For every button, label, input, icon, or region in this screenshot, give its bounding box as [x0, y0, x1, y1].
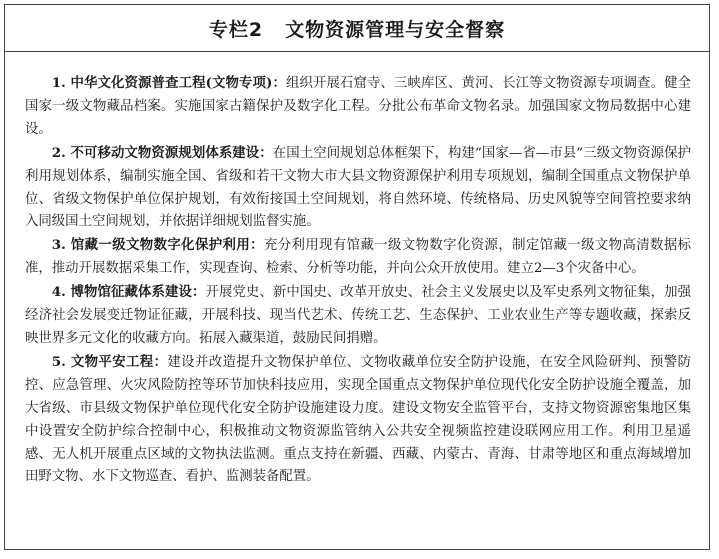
item-body: 在国土空间规划总体框架下，构建“国家—省—市县”三级文物资源保护利用规划体系，编制实施全国、省级和若干文物大市大县文物资源保护利用专项规划，编制全国重点文物保护单位、省级文物保护单位保护规划，有效衔接国土空间规划，将自然环境、传统格局、历史风貌等空间管控要求纳入同级国土空间规划，并依据详细规划监督实施。	[25, 145, 691, 230]
item-body: 组织开展石窟寺、三峡库区、黄河、长江等文物资源专项调查。健全国家一级文物藏品档案。实施国家古籍保护及数字化工程。分批公布革命文物名录。加强国家文物局数据中心建设。	[25, 76, 692, 137]
item-paragraph	[25, 142, 691, 235]
item-paragraph	[25, 72, 691, 142]
item-heading: 2. 不可移动文物资源规划体系建设：	[51, 144, 273, 161]
item-heading: 4. 博物馆征藏体系建设：	[51, 284, 206, 301]
item-heading: 3. 馆藏一级文物数字化保护利用：	[51, 237, 264, 254]
column-title: 文物资源管理与安全督察	[285, 18, 506, 41]
item-heading: 5. 文物平安工程：	[51, 353, 168, 370]
item-paragraph	[25, 234, 691, 281]
column-header	[5, 5, 709, 52]
item-body: 开展党史、新中国史、改革开放史、社会主义发展史以及军史系列文物征集，加强经济社会发展变迁物证征藏，开展科技、现当代艺术、传统工艺、生态保护、工业农业生产等专题收藏，探索反映世界多元文化的收藏方向。拓展入藏渠道，鼓励民间捐赠。	[25, 285, 692, 346]
item-body: 充分利用现有馆藏一级文物数字化资源，制定馆藏一级文物高清数据标准，推动开展数据采集工作，实现查询、检索、分析等功能，并向公众开放使用。建立2—3个灾备中心。	[25, 238, 692, 277]
item-paragraph	[25, 351, 691, 489]
column-number: 专栏2	[208, 18, 264, 41]
column-box	[4, 4, 710, 550]
item-paragraph	[25, 281, 691, 351]
column-content	[5, 52, 709, 489]
item-body: 建设并改造提升文物保护单位、文物收藏单位安全防护设施，在安全风险研判、预警防控、应急管理、火灾风险防控等环节加快科技应用，实现全国重点文物保护单位现代化安全防护设施全覆盖，加大省级、市县级文物保护单位现代化安全防护设施建设力度。建设文物安全监管平台，支持文物资源密集地区集中设置安全防护综合控制中心，积极推动文物资源监管纳入公共安全视频监控建设联网应用工作。利用卫星遥感、无人机开展重点区域的文物执法监测。重点支持在新疆、西藏、内蒙古、青海、甘肃等地区和重点海域增加田野文物、水下文物巡查、看护、监测装备配置。	[25, 354, 692, 485]
item-heading: 1. 中华文化资源普查工程(文物专项)：	[51, 75, 287, 91]
